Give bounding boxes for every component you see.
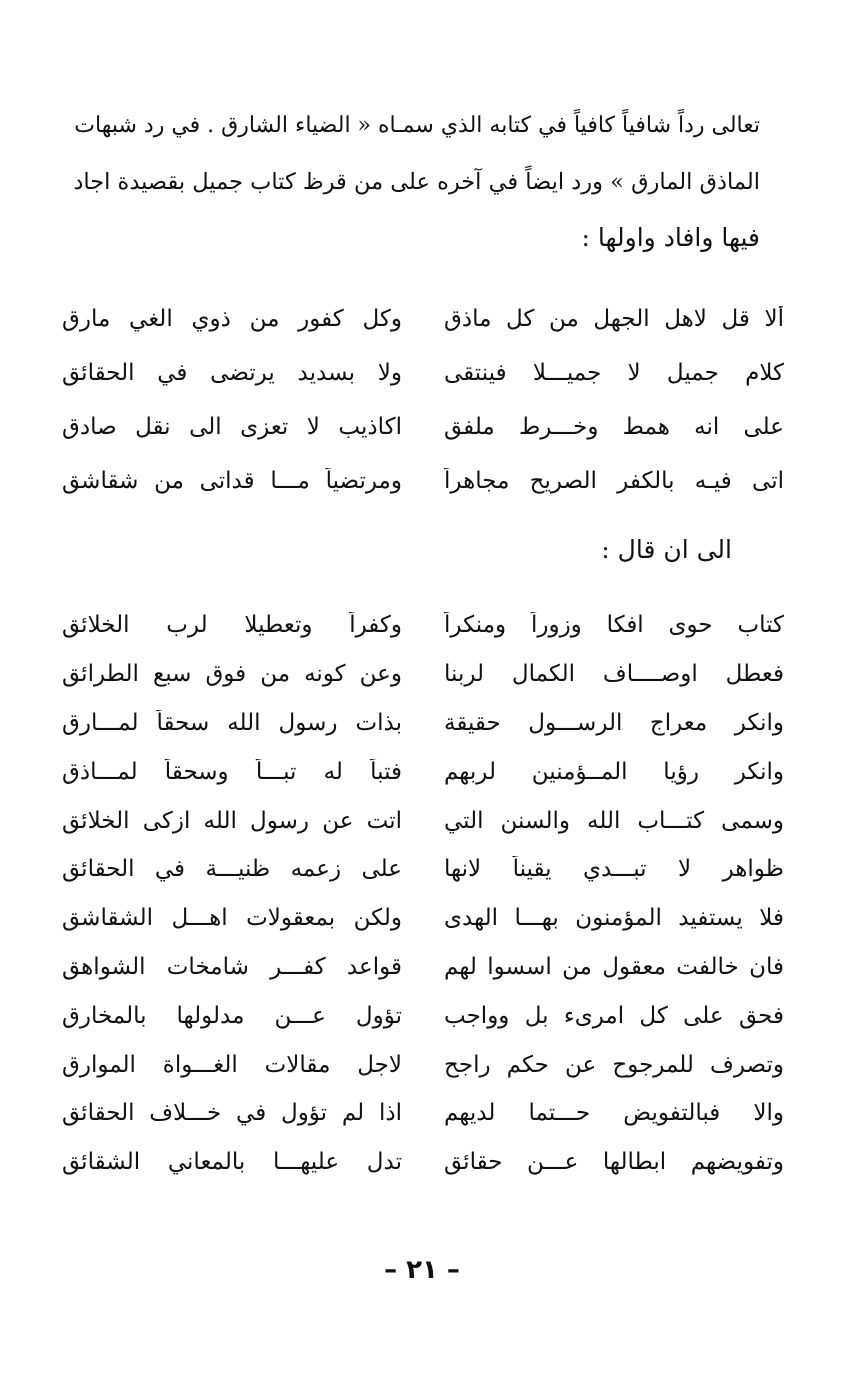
second-hemistich: ومرتضياً مـــا قداتى من شقاشق bbox=[62, 468, 402, 494]
first-hemistich: وانكر معراج الرســـول حقيقة bbox=[444, 709, 784, 736]
second-hemistich: قواعد كفـــر شامخات الشواهق bbox=[62, 953, 402, 980]
first-hemistich: فحق على كل امرىء بل وواجب bbox=[444, 1002, 784, 1029]
second-hemistich: اتت عن رسول الله ازكى الخلائق bbox=[62, 807, 402, 834]
second-hemistich: لاجل مقالات الغـــواة الموارق bbox=[62, 1051, 402, 1078]
poem-one bbox=[62, 292, 784, 508]
verse-line bbox=[62, 346, 784, 400]
verse-line bbox=[62, 991, 784, 1040]
first-hemistich: وسمى كتـــاب الله والسنن التي bbox=[444, 807, 784, 834]
verse-line bbox=[62, 845, 784, 894]
intro-line: فيها وافاد واولها : bbox=[581, 223, 760, 252]
verse-line bbox=[62, 400, 784, 454]
first-hemistich: ألا قل لاهل الجهل من كل ماذق bbox=[444, 306, 784, 332]
verse-line bbox=[62, 894, 784, 943]
second-hemistich: اذا لم تؤول في خـــلاف الحقائق bbox=[62, 1100, 402, 1127]
page-number: – ٢١ – bbox=[384, 1255, 460, 1285]
second-hemistich: بذات رسول الله سحقاً لمـــارق bbox=[62, 709, 402, 736]
first-hemistich: اتى فيـه بالكفر الصريح مجاهراً bbox=[444, 468, 784, 494]
intro-paragraph bbox=[62, 98, 760, 266]
first-hemistich: فلا يستفيد المؤمنون بهـــا الهدى bbox=[444, 905, 784, 932]
poem-two bbox=[62, 601, 784, 1187]
verse-line bbox=[62, 454, 784, 508]
second-hemistich: ولكن بمعقولات اهـــل الشقاشق bbox=[62, 905, 402, 932]
verse-line bbox=[62, 1089, 784, 1138]
verse-line bbox=[62, 796, 784, 845]
second-hemistich: فتباً له تبـــاً وسحقاً لمـــاذق bbox=[62, 758, 402, 785]
verse-line bbox=[62, 943, 784, 992]
verse-line bbox=[62, 747, 784, 796]
second-hemistich: وكل كفور من ذوي الغي مارق bbox=[62, 306, 402, 332]
first-hemistich: كتاب حوى افكا وزوراً ومنكراً bbox=[444, 612, 784, 639]
verse-line bbox=[62, 650, 784, 699]
first-hemistich: والا فبالتفويض حـــتما لديهم bbox=[444, 1100, 784, 1127]
first-hemistich: ظواهر لا تبـــدي يقيناً لانها bbox=[444, 856, 784, 883]
first-hemistich: فعطل اوصــــاف الكمال لربنا bbox=[444, 661, 784, 688]
second-hemistich: وكفراً وتعطيلا لرب الخلائق bbox=[62, 612, 402, 639]
verse-line bbox=[62, 601, 784, 650]
verse-line bbox=[62, 1040, 784, 1089]
verse-line bbox=[62, 699, 784, 748]
second-hemistich: تدل عليهـــا بالمعاني الشقائق bbox=[62, 1149, 402, 1176]
second-hemistich: وعن كونه من فوق سبع الطرائق bbox=[62, 661, 402, 688]
intro-line: الماذق المارق » ورد ايضاً في آخره على من قرظ كتاب جميل بقصيدة اجاد bbox=[73, 169, 760, 195]
first-hemistich: وانكر رؤيا المــؤمنين لربهم bbox=[444, 758, 784, 785]
first-hemistich: فان خالفت معقول من اسسوا لهم bbox=[444, 953, 784, 980]
first-hemistich: على انه همط وخـــرط ملفق bbox=[444, 414, 784, 440]
second-hemistich: تؤول عـــن مدلولها بالمخارق bbox=[62, 1002, 402, 1029]
verse-line bbox=[62, 1138, 784, 1187]
second-hemistich: اكاذيب لا تعزى الى نقل صادق bbox=[62, 414, 402, 440]
first-hemistich: وتصرف للمرجوح عن حكم راجح bbox=[444, 1051, 784, 1078]
intro-line: تعالى رداً شافياً كافياً في كتابه الذي سمـاه « الضياء الشارق . في رد شبهات bbox=[74, 113, 760, 138]
verse-line bbox=[62, 292, 784, 346]
second-hemistich: على زعمه ظنيـــة في الحقائق bbox=[62, 856, 402, 883]
second-hemistich: ولا بسديد يرتضى في الحقائق bbox=[62, 360, 402, 386]
transition-line: الى ان قال : bbox=[601, 535, 732, 564]
first-hemistich: كلام جميل لا جميـــلا فينتقى bbox=[444, 360, 784, 386]
first-hemistich: وتفويضهم ابطالها عـــن حقائق bbox=[444, 1149, 784, 1176]
